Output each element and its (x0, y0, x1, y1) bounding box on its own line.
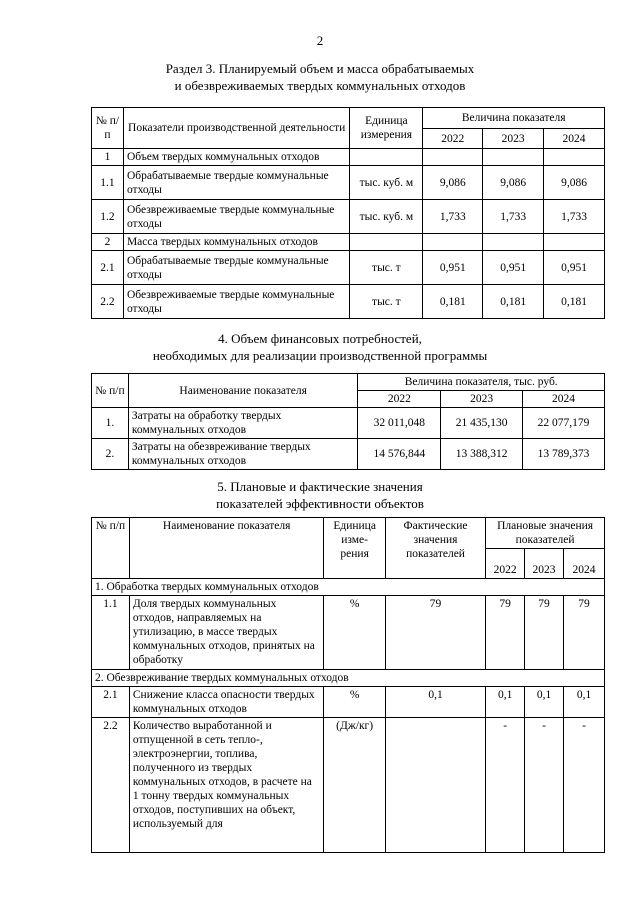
row-value: 0,181 (544, 285, 605, 319)
row-unit: % (324, 687, 385, 718)
row-unit: тыс. куб. м (350, 200, 423, 234)
row-value: 0,951 (483, 251, 544, 285)
header-year: 2023 (483, 129, 544, 149)
row-value: - (486, 718, 525, 853)
section3-title-line2: и обезвреживаемых твердых коммунальных отходов (174, 78, 466, 93)
row-value: 1,733 (544, 200, 605, 234)
row-value: 13 789,373 (523, 439, 605, 470)
row-value: 32 011,048 (358, 408, 441, 439)
row-value: 1,733 (483, 200, 544, 234)
row-value (544, 234, 605, 251)
row-value (483, 234, 544, 251)
row-num: 1.1 (92, 166, 124, 200)
row-actual (385, 718, 485, 853)
row-value: 0,181 (423, 285, 483, 319)
header-year: 2022 (486, 549, 525, 579)
section3-title-line1: Раздел 3. Планируемый объем и масса обрабатываемых (165, 61, 475, 76)
section5-title (0, 478, 640, 512)
table-row (92, 234, 605, 251)
row-value (423, 149, 483, 166)
header-year: 2023 (441, 391, 523, 408)
row-value (423, 234, 483, 251)
row-value (544, 149, 605, 166)
row-value: 79 (564, 596, 605, 670)
row-value: 14 576,844 (358, 439, 441, 470)
row-value: 0,1 (486, 687, 525, 718)
header-planned: Плановые значения показателей (486, 518, 605, 549)
row-value: 13 388,312 (441, 439, 523, 470)
row-unit (350, 149, 423, 166)
row-num: 1.1 (92, 596, 130, 670)
table-row (92, 285, 605, 319)
section3-title (0, 60, 640, 94)
row-value: 0,181 (483, 285, 544, 319)
header-year: 2024 (544, 129, 605, 149)
table-row (92, 596, 605, 670)
header-indicator: Показатели производственной деятельности (123, 108, 349, 149)
header-unit: Единица изме- рения (324, 518, 385, 579)
table-row (92, 718, 605, 853)
row-value: - (564, 718, 605, 853)
row-value: 9,086 (483, 166, 544, 200)
table-row (92, 149, 605, 166)
row-unit: % (324, 596, 385, 670)
row-unit: тыс. т (350, 285, 423, 319)
header-year: 2022 (423, 129, 483, 149)
row-name: Масса твердых коммунальных отходов (123, 234, 349, 251)
row-value: 1,733 (423, 200, 483, 234)
row-value: 0,1 (525, 687, 564, 718)
row-num: 1 (92, 149, 124, 166)
row-value: 9,086 (544, 166, 605, 200)
row-unit: тыс. куб. м (350, 166, 423, 200)
header-actual: Фактические значения показателей (385, 518, 485, 579)
row-value: 79 (525, 596, 564, 670)
row-value: 0,1 (564, 687, 605, 718)
row-num: 2 (92, 234, 124, 251)
row-name: Обрабатываемые твердые коммунальные отходы (123, 166, 349, 200)
header-year: 2024 (523, 391, 605, 408)
page-number: 2 (316, 33, 324, 48)
row-value: 21 435,130 (441, 408, 523, 439)
row-num: 1.2 (92, 200, 124, 234)
table-row (92, 200, 605, 234)
header-name: Наименование показателя (129, 518, 324, 579)
row-num: 2. (92, 439, 129, 470)
row-name: Доля твердых коммунальных отходов, направляемых на утилизацию, в массе твердых коммунальных отходов, принятых на обработку (129, 596, 324, 670)
row-value: 0,951 (423, 251, 483, 285)
row-value: 9,086 (423, 166, 483, 200)
row-name: Обезвреживаемые твердые коммунальные отходы (123, 200, 349, 234)
row-actual: 79 (385, 596, 485, 670)
row-value: 79 (486, 596, 525, 670)
row-name: Обрабатываемые твердые коммунальные отходы (123, 251, 349, 285)
table-row (92, 439, 605, 470)
section5-title-line2: показателей эффективности объектов (216, 496, 424, 511)
header-name: Наименование показателя (128, 374, 357, 408)
row-actual: 0,1 (385, 687, 485, 718)
table-row (92, 166, 605, 200)
section4-table (91, 373, 605, 470)
header-year: 2024 (564, 549, 605, 579)
header-year: 2022 (358, 391, 441, 408)
row-value: 22 077,179 (523, 408, 605, 439)
header-num: № п/п (92, 518, 130, 579)
section4-title-line2: необходимых для реализации производственной программы (152, 348, 488, 363)
row-unit: тыс. т (350, 251, 423, 285)
row-name: Снижение класса опасности твердых коммунальных отходов (129, 687, 324, 718)
section4-title-line1: 4. Объем финансовых потребностей, (218, 331, 422, 346)
header-unit: Единица измерения (350, 108, 423, 149)
group-heading: 1. Обработка твердых коммунальных отходов (92, 579, 605, 596)
section3-table (91, 107, 605, 319)
row-name: Объем твердых коммунальных отходов (123, 149, 349, 166)
row-num: 1. (92, 408, 129, 439)
row-name: Затраты на обработку твердых коммунальных отходов (128, 408, 357, 439)
row-num: 2.2 (92, 285, 124, 319)
header-value: Величина показателя (423, 108, 605, 129)
header-num: № п/п (92, 108, 124, 149)
row-unit (350, 234, 423, 251)
header-num: № п/п (92, 374, 129, 408)
table-row (92, 687, 605, 718)
row-value (483, 149, 544, 166)
header-year: 2023 (525, 549, 564, 579)
row-unit: (Дж/кг) (324, 718, 385, 853)
section5-title-line1: 5. Плановые и фактические значения (217, 479, 423, 494)
table-row (92, 408, 605, 439)
row-name: Затраты на обезвреживание твердых коммунальных отходов (128, 439, 357, 470)
header-value: Величина показателя, тыс. руб. (358, 374, 605, 391)
section5-table (91, 517, 605, 853)
row-name: Обезвреживаемые твердые коммунальные отходы (123, 285, 349, 319)
group-heading: 2. Обезвреживание твердых коммунальных отходов (92, 670, 605, 687)
row-name: Количество выработанной и отпущенной в сеть тепло-, электроэнергии, топлива, полученного из твердых коммунальных отходов, в расчете на 1 тонну твердых коммунальных отходов, поступивших на объект, используемый для (129, 718, 324, 853)
row-num: 2.1 (92, 687, 130, 718)
row-num: 2.1 (92, 251, 124, 285)
row-value: 0,951 (544, 251, 605, 285)
row-value: - (525, 718, 564, 853)
table-row (92, 251, 605, 285)
section4-title (0, 330, 640, 364)
row-num: 2.2 (92, 718, 130, 853)
